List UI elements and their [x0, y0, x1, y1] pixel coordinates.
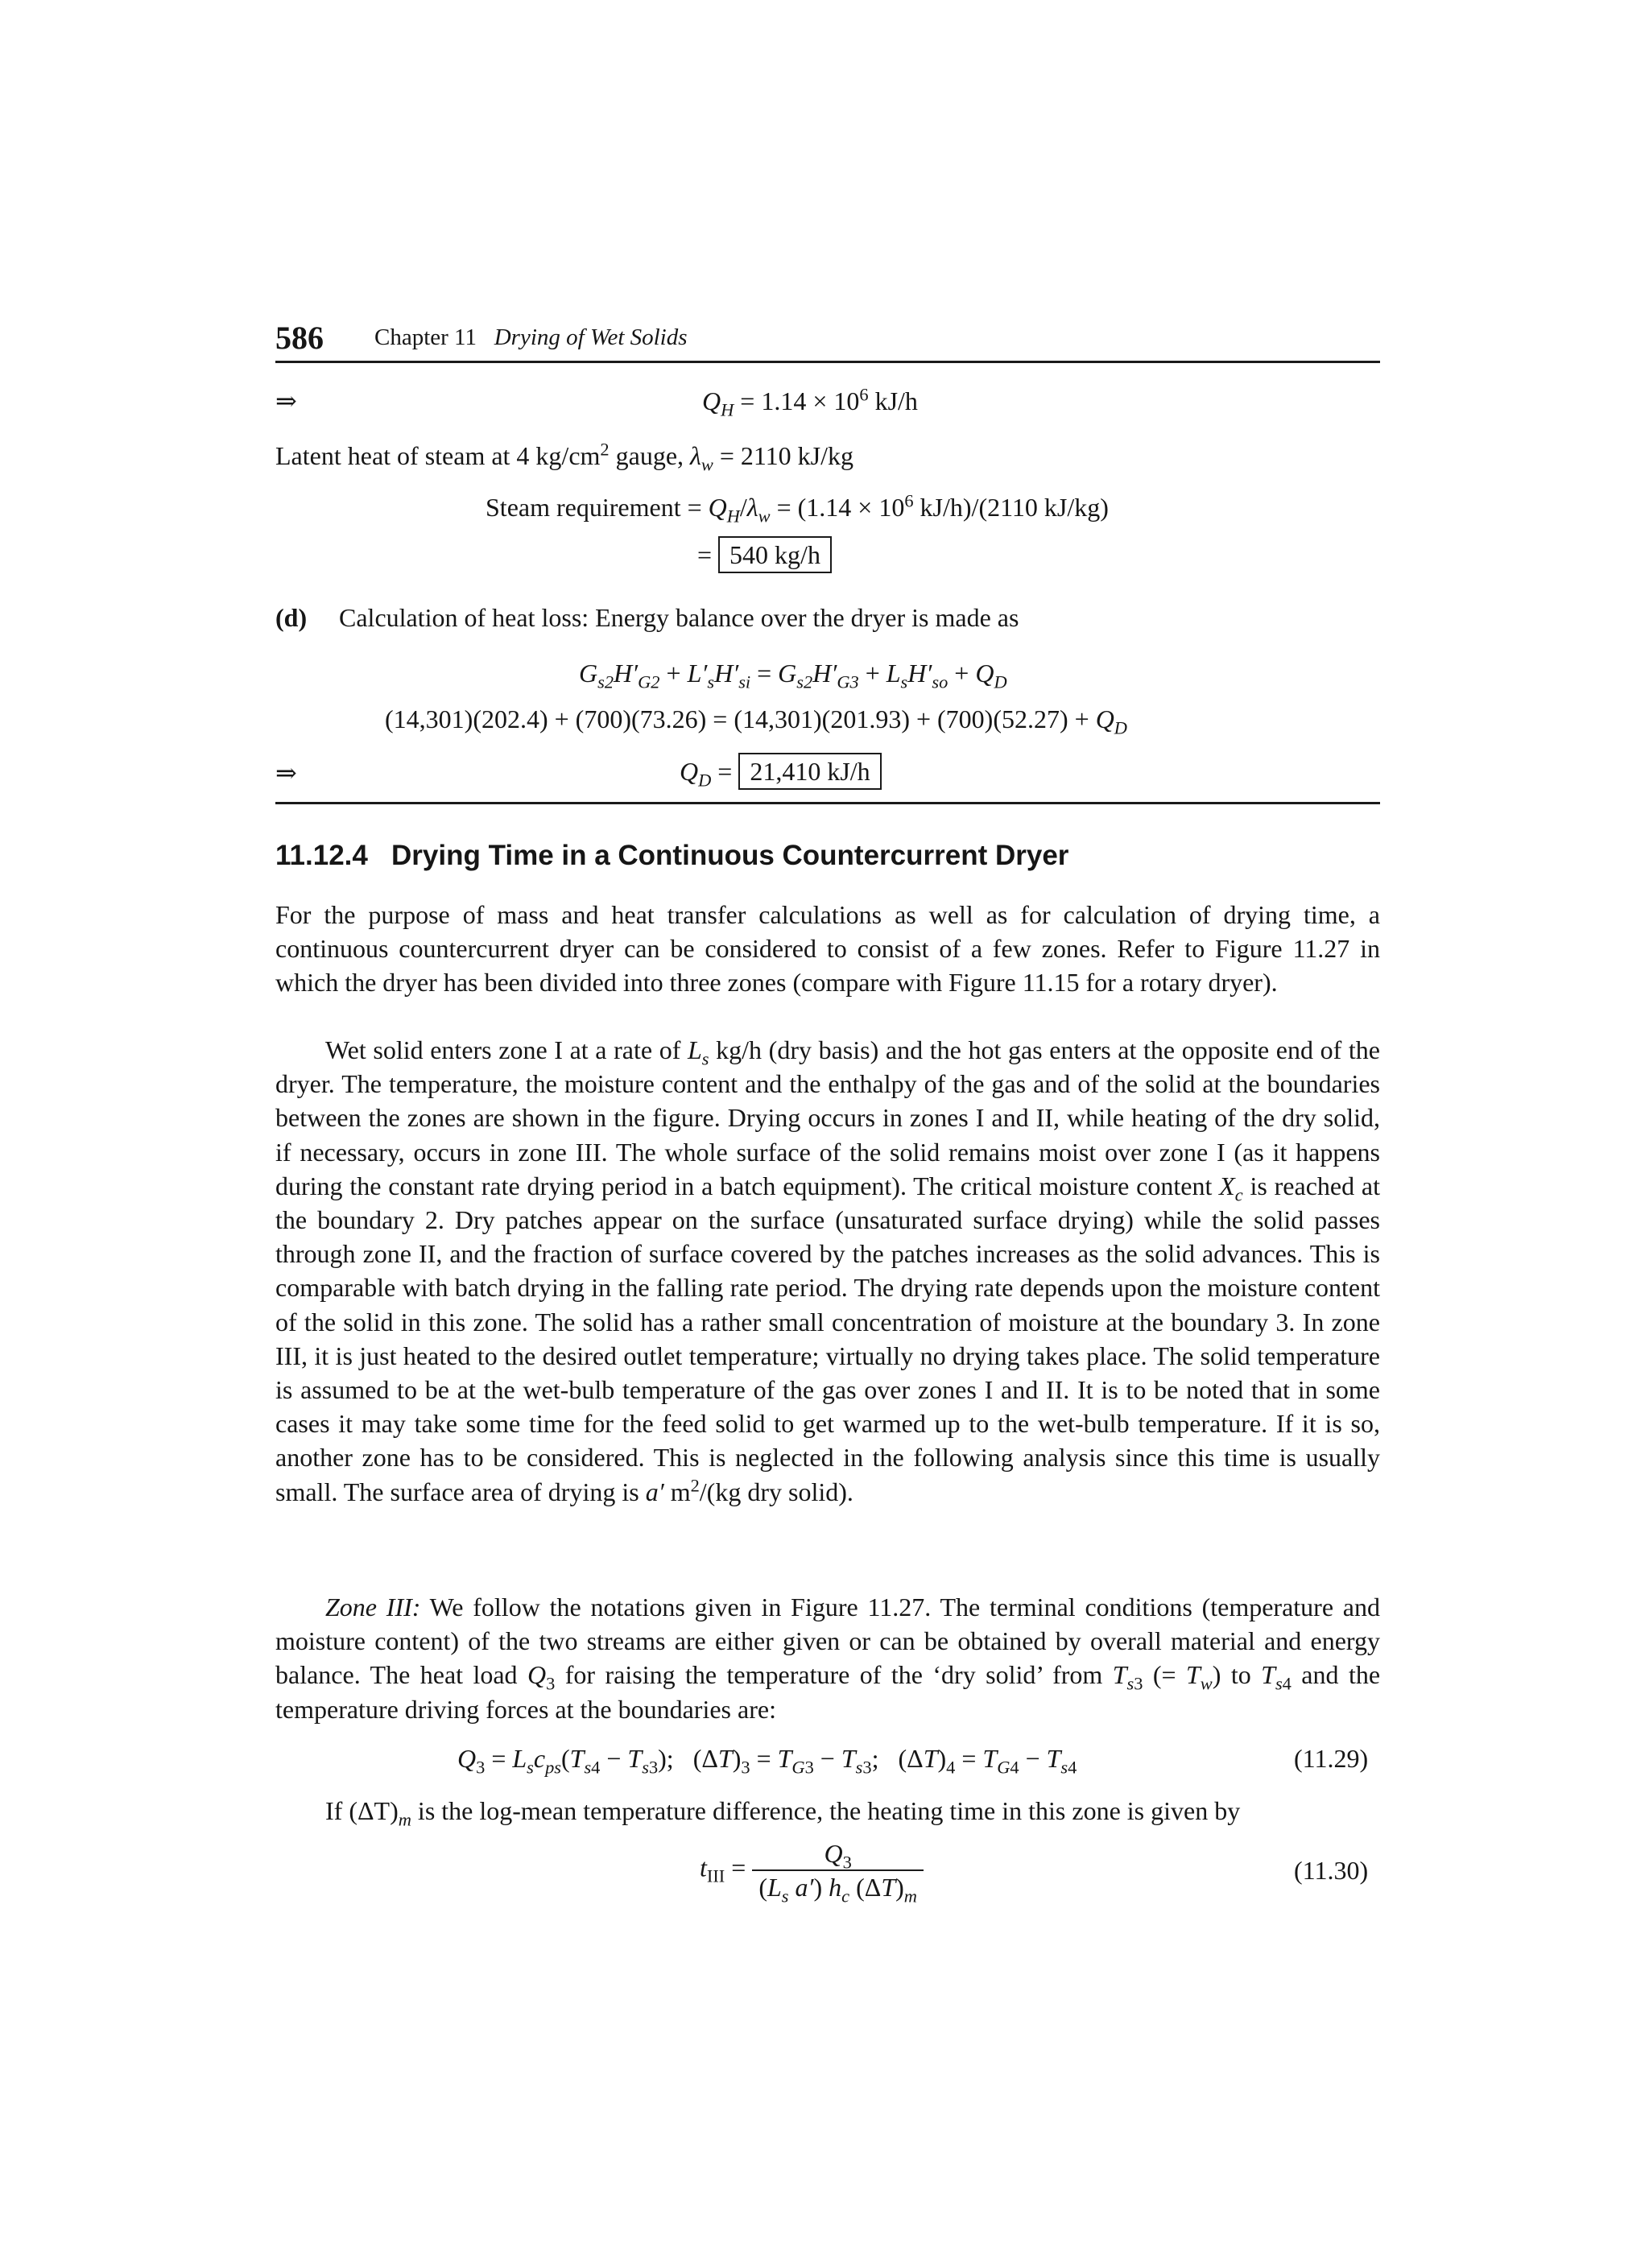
- p3-part-a: We follow the notations given in Figure 11.27. The terminal conditions (temperature and moisture content) of the two streams are either given or can be obtained by overall material and energy balance. The heat load: [275, 1593, 1381, 1690]
- paragraph-2: Wet solid enters zone I at a rate of $L_s$ kg/h (dry basis) and the hot gas enters at the opposite end of the dryer. The temperature, the moisture content and the enthalpy of the gas and of the solid at the boundaries between the zones are shown in the figure. Drying occurs in zones I and II, while heating of the dry solid, if necessary, occurs in zone III. The whole surface of the solid remains moist over zone I (as it happens during the constant rate drying period in a batch equipment). The critical moisture content $X_c$ is reached at the boundary 2. Dry patches appear on the surface (unsaturated surface drying) while the solid passes through zone II, and the fraction of surface covered by the patches increases as the solid advances. This is comparable with batch drying in the falling rate period. The drying rate depends upon the moisture content of the solid in this zone. The solid has a rather small concentration of moisture at the boundary 3. In zone III, it is just heated to the desired outlet temperature; virtually no drying takes place. The solid temperature is assumed to be at the wet-bulb temperature of the gas over zones I and II. It is to be noted that in some cases it may take some time for the feed solid to get warmed up to the wet-bulb temperature. If it is so, another zone has to be considered. This is neglected in the following analysis since this time is usually small. The surface area of drying is a′ $m^2/(kg$ dry solid).: [275, 1035, 1381, 1506]
- p2-part-d: m: [663, 1477, 691, 1506]
- equation-11-29: $Q_3 = L_sc_{ps}(T_{s4} - T_{s3})$; $(\Delta T)_3 = T_{G3} - T_{s3}$; $(\Delta T)_4 = T_{G4} - T_{s4}$: [457, 1744, 1077, 1778]
- chapter-title: Drying of Wet Solids: [494, 324, 688, 350]
- header-rule: [275, 361, 1380, 363]
- page-number: 586: [275, 320, 324, 356]
- p2-part-b: kg/h (dry basis) and the hot gas enters at the opposite end of the dryer. The temperature, the moisture content and the enthalpy of the gas and of the solid at the boundaries between the zones are shown in the figure. Drying occurs in zones I and II, while heating of the dry solid, if necessary, occurs in zone III. The whole surface of the solid remains moist over zone I (as it happens during the constant rate drying period in a batch equipment). The critical moisture content: [275, 1035, 1381, 1200]
- p2-part-c: is reached at the boundary 2. Dry patches appear on the surface (unsaturated surface drying) while the solid passes through zone II, and the fraction of surface covered by the patches increases as the solid advances. This is comparable with batch drying in the falling rate period. The drying rate depends upon the moisture content of the solid in this zone. The solid has a rather small concentration of moisture at the boundary 3. In zone III, it is just heated to the desired outlet temperature; virtually no drying takes place. The solid temperature is assumed to be at the wet-bulb temperature of the gas over zones I and II. It is to be noted that in some cases it may take some time for the feed solid to get warmed up to the wet-bulb temperature. If it is so, another zone has to be considered. This is neglected in the following analysis since this time is usually small. The surface area of drying is: [275, 1171, 1381, 1506]
- energy-balance-equation: $G_{s2}H'_{G2} + L'_sH'_{si} = G_{s2}H'_{G3} + L_sH'_{so} + Q_D$: [579, 659, 1007, 692]
- latent-heat-value: = 2110 kJ/kg: [713, 441, 854, 470]
- qd-result-line: $Q_D = 21,410$ kJ/h: [680, 753, 882, 790]
- p3-part-e: and the temperature driving forces at the boundaries are:: [275, 1660, 1381, 1724]
- equation-11-30-number: (11.30): [1294, 1856, 1369, 1885]
- paragraph-3: Zone III: We follow the notations given in Figure 11.27. The terminal conditions (temperature and moisture content) of the two streams are either given or can be obtained by overall material and energy balance. The heat load $Q_3$ for raising the temperature of the ‘dry solid’ from $T_{s3}$ (= $T_w$) to $T_{s4}$ and the temperature driving forces at the boundaries are:: [275, 1593, 1381, 1724]
- latent-heat-line: Latent heat of steam at 4 $kg/cm^2$ gauge, $\lambda_w = 2110$ kJ/kg: [275, 439, 854, 475]
- solution-end-rule: [275, 802, 1380, 804]
- implies-arrow-1: ⇒: [275, 386, 297, 415]
- section-heading: [275, 840, 1068, 872]
- p4-part-b: is the log-mean temperature difference, the heating time in this zone is given by: [411, 1796, 1241, 1825]
- latent-heat-text: Latent heat of steam at 4 kg/cm: [275, 441, 601, 470]
- p3-part-d: ) to: [1212, 1660, 1262, 1690]
- steam-requirement-line: Steam requirement = $Q_H/\lambda_w = (1.14 \times 10^6$ kJ/h)/(2110 kJ/kg): [486, 490, 1109, 527]
- p2-part-a: Wet solid enters zone I at a rate of: [325, 1035, 688, 1064]
- steam-result-box: 540 kg/h: [718, 536, 832, 573]
- latent-heat-tail: gauge,: [609, 441, 691, 470]
- paragraph-1: [275, 898, 1380, 1000]
- qh-equation: $Q_H = 1.14 \times 10^6$ kJ/h: [702, 384, 918, 420]
- implies-arrow-2: ⇒: [275, 758, 297, 787]
- p3-part-c: (=: [1143, 1660, 1186, 1690]
- qh-exponent: 6: [859, 384, 869, 405]
- qh-value: 1.14 × 10: [761, 386, 860, 415]
- running-header: [374, 324, 688, 351]
- numeric-balance-equation: $(14,301)(202.4) + (700)(73.26) = (14,301)(201.93) + (700)(52.27) + Q_D$: [385, 704, 1127, 738]
- part-label: (d): [275, 603, 308, 632]
- chapter-label: Chapter 11: [374, 324, 477, 350]
- equation-11-30: $t_{III}$ = $\frac{Q_3}{(L_s a') h_c (\Delta T)_m}$: [700, 1837, 924, 1903]
- part-d-line: [275, 601, 307, 634]
- p2-part-e: /(kg dry solid).: [699, 1477, 853, 1506]
- paragraph-1-text: For the purpose of mass and heat transfer calculations as well as for calculation of drying time, a continuous countercurrent dryer can be considered to consist of a few zones. Refer to Figure 11.27 in which the dryer has been divided into three zones (compare with Figure 11.15 for a rotary dryer).: [275, 900, 1380, 998]
- qh-unit: kJ/h: [868, 386, 918, 415]
- part-d-text: Calculation of heat loss: Energy balance over the dryer is made as: [339, 603, 1019, 632]
- paragraph-4: If $(\Delta T)_m$ is the log-mean temperature difference, the heating time in this zone is given by: [325, 1796, 1241, 1830]
- steam-label: Steam requirement =: [486, 493, 709, 522]
- numeric-balance: (14,301)(202.4) + (700)(73.26) = (14,301)(201.93) + (700)(52.27) +: [385, 704, 1096, 733]
- section-title: Drying Time in a Continuous Countercurrent Dryer: [391, 840, 1069, 871]
- p3-part-b: for raising the temperature of the ‘dry solid’ from: [555, 1660, 1113, 1690]
- qd-result-box: 21,410 kJ/h: [738, 753, 881, 790]
- fraction: $\frac{Q_3}{(L_s a') h_c (\Delta T)_m}$: [752, 1837, 924, 1903]
- zone-iii-lead: Zone III:: [325, 1593, 421, 1621]
- equation-11-29-number: (11.29): [1294, 1744, 1369, 1773]
- p4-part-a: If (ΔT): [325, 1796, 399, 1825]
- steam-result-line: = 540 kg/h: [697, 536, 832, 573]
- steam-expr-mid: = (1.14 × 10: [770, 493, 905, 522]
- section-number: 11.12.4: [275, 840, 368, 871]
- steam-expr-tail: kJ/h)/(2110 kJ/kg): [913, 493, 1109, 522]
